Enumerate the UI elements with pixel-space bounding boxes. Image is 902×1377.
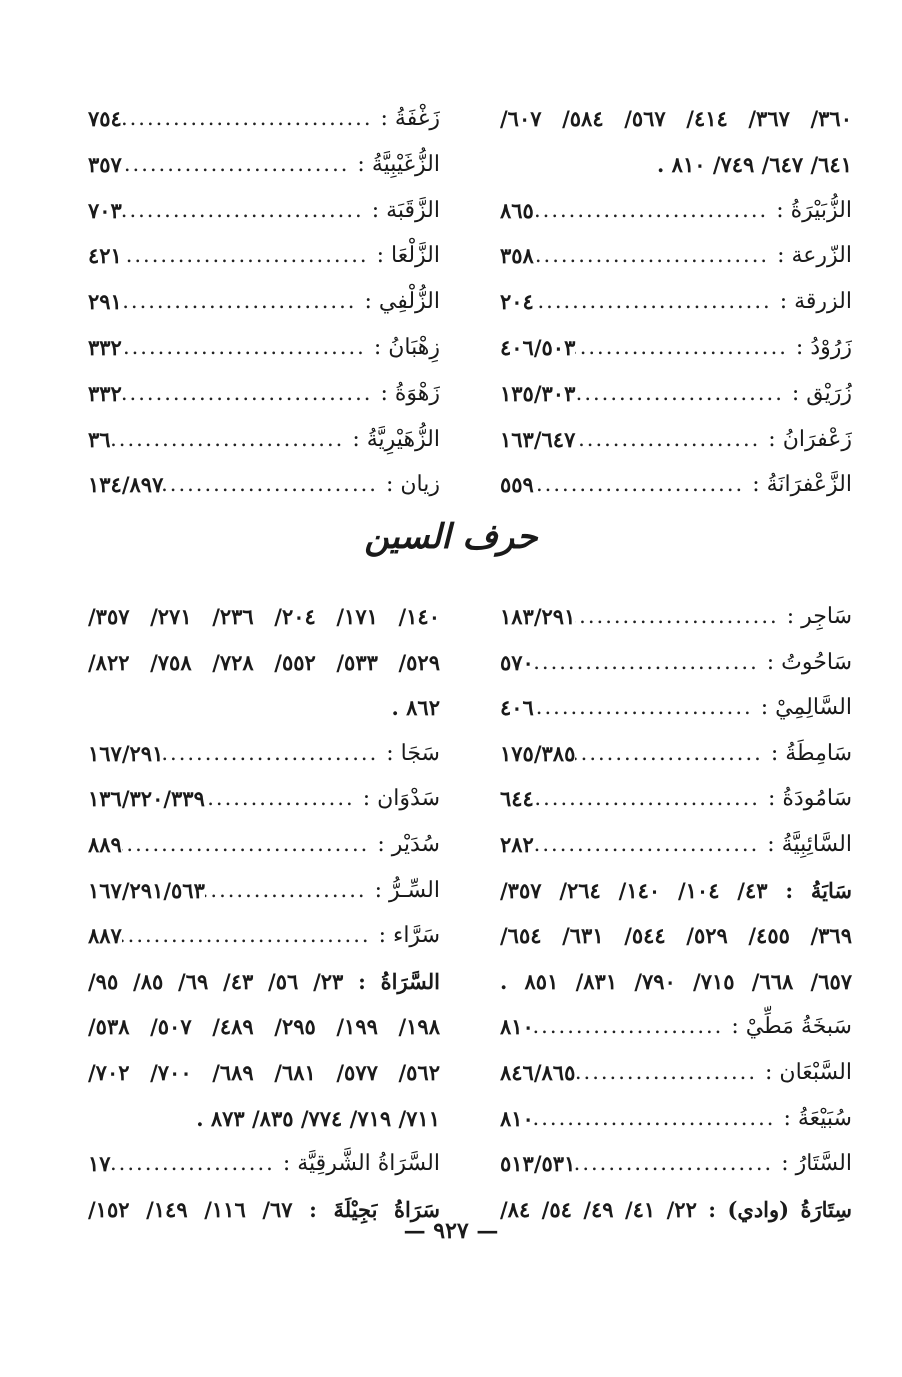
entry-name: السِّـرُّ : [374, 877, 440, 903]
entry-name: الزُّلْفِي : [364, 289, 440, 315]
entry-name: سَبخَةُ مَطِّيْ : [731, 1014, 852, 1040]
dot-leader [575, 1141, 781, 1187]
entry-page-refs: ٢٩١ [88, 289, 122, 315]
index-entry [500, 1004, 852, 1050]
entry-page-refs: ١٦٣/٦٤٧ [500, 426, 576, 452]
entry-name: سُدَيْر : [377, 831, 440, 857]
entry-continuation [88, 1050, 440, 1096]
sin-right-column [500, 594, 852, 1232]
entry-page-refs: ١٧ [88, 1151, 111, 1177]
index-entry [500, 776, 852, 822]
index-entry [500, 417, 852, 463]
index-entry [88, 142, 440, 188]
index-entry [500, 233, 852, 279]
entry-continuation [88, 1004, 440, 1050]
entry-name: الزّرعة : [777, 243, 852, 269]
dot-leader [122, 233, 377, 279]
index-entry [88, 371, 440, 417]
continuation-text: سَرَاةُ بَجِيْلَةَ : ٦٧/ ١١٦/ ١٤٩/ ١٥٢/ [88, 1196, 440, 1222]
entry-continuation [88, 959, 440, 1005]
dot-leader [122, 96, 381, 142]
page-number: — ٩٢٧ — [403, 1218, 499, 1244]
entry-page-refs: ٧٠٣ [88, 197, 122, 223]
entry-name: زِهْبَانُ : [373, 334, 440, 360]
entry-page-refs: ٤٠٦ [500, 695, 534, 721]
entry-name: الزرقة : [779, 289, 852, 315]
top-right-column [500, 96, 852, 508]
dot-leader [575, 325, 796, 371]
index-entry [88, 279, 440, 325]
dot-leader [111, 417, 353, 463]
entry-name: سَجَا : [386, 740, 440, 766]
index-entry [88, 776, 440, 822]
index-entry [500, 685, 852, 731]
entry-continuation [88, 594, 440, 640]
continuation-text: ٣٦٠/ ٣٦٧/ ٤١٤/ ٥٦٧/ ٥٨٤/ ٦٠٧/ [500, 106, 852, 131]
entry-name: الزُّهَيْرِيَّةُ : [352, 426, 440, 452]
entry-continuation [500, 913, 852, 959]
entry-name: الزَّعْفرَانَةُ : [752, 472, 852, 498]
entry-page-refs: ٨٨٧ [88, 923, 122, 949]
dot-leader [205, 868, 375, 914]
continuation-text: السَّرَاةُ : ٢٣/ ٥٦/ ٤٣/ ٦٩/ ٨٥/ ٩٥/ [88, 968, 440, 994]
dot-leader [534, 233, 777, 279]
entry-name: الزُّغَيْبِيَّةُ : [357, 151, 440, 177]
continuation-text: ٥٦٢/ ٥٧٧/ ٦٨١/ ٦٨٩/ ٧٠٠/ ٧٠٢/ [88, 1059, 440, 1085]
entry-page-refs: ١٣٥/٣٠٣ [500, 380, 576, 406]
dot-leader [163, 462, 386, 508]
continuation-text: ١٩٨/ ١٩٩/ ٢٩٥/ ٤٨٩/ ٥٠٧/ ٥٣٨/ [88, 1014, 440, 1040]
entry-name: سَامِطَةُ : [770, 740, 852, 766]
dot-leader [122, 325, 374, 371]
entry-page-refs: ٥١٣/٥٣١ [500, 1151, 576, 1177]
continuation-text: ٦٤١/ ٦٤٧/ ٧٤٩/ ٨١٠ . [657, 151, 852, 177]
index-entry [500, 731, 852, 777]
dot-leader [122, 188, 372, 234]
entry-name: زَهْوَةُ : [380, 380, 440, 406]
top-left-column [88, 96, 440, 508]
entry-page-refs: ٥٧٠ [500, 649, 534, 675]
continuation-text: ٧١١/ ٧١٩/ ٧٧٤/ ٨٣٥/ ٨٧٣ . [196, 1105, 440, 1131]
entry-continuation [500, 959, 852, 1005]
entry-page-refs: ٦٤٤ [500, 786, 534, 812]
entry-page-refs: ٨١٠ [500, 1105, 534, 1131]
index-entry [500, 325, 852, 371]
dot-leader [122, 822, 378, 868]
index-entry [500, 640, 852, 686]
entry-page-refs: ٨٦٥ [500, 197, 534, 223]
entry-name: زَرُوْدُ : [795, 334, 852, 360]
entry-page-refs: ١٣٦/٣٢٠/٣٣٩ [88, 786, 205, 812]
index-entry [88, 96, 440, 142]
entry-page-refs: ١٦٧/٢٩١ [88, 740, 164, 766]
entry-continuation [88, 640, 440, 686]
dot-leader [575, 594, 786, 640]
index-entry [88, 913, 440, 959]
entry-page-refs: ٧٥٤ [88, 106, 122, 131]
entry-name: زَعْفرَانُ : [768, 426, 852, 452]
entry-name: السَّالِمِيْ : [760, 695, 852, 721]
dot-leader [163, 731, 386, 777]
index-entry [88, 417, 440, 463]
dot-leader [534, 279, 780, 325]
dot-leader [575, 417, 768, 463]
continuation-text: ٨٦٢ . [391, 695, 440, 721]
continuation-text: ١٤٠/ ١٧١/ ٢٠٤/ ٢٣٦/ ٢٧١/ ٣٥٧/ [88, 604, 440, 629]
entry-page-refs: ٨٨٩ [88, 831, 122, 857]
entry-continuation [88, 1096, 440, 1142]
entry-name: سَامُودَةُ : [767, 786, 852, 812]
entry-page-refs: ٨١٠ [500, 1014, 534, 1040]
entry-page-refs: ٢٠٤ [500, 289, 534, 315]
continuation-text: ٦٥٧/ ٦٦٨/ ٧١٥/ ٧٩٠/ ٨٣١/ ٨٥١ . [500, 968, 852, 994]
entry-name: سُبَيْعَةُ : [783, 1105, 852, 1131]
entry-name: سَدْوَان : [362, 786, 440, 812]
section-heading: حرف السين [364, 517, 538, 557]
index-entry [88, 868, 440, 914]
entry-name: سَاحُوتُ : [766, 649, 852, 675]
entry-name: السَّائِبِيَّةُ : [767, 831, 852, 857]
entry-page-refs: ٥٥٩ [500, 472, 534, 498]
continuation-text: سَايَةُ : ٤٣/ ١٠٤/ ١٤٠/ ٢٦٤/ ٣٥٧/ [500, 877, 852, 903]
index-entry [500, 1096, 852, 1142]
entry-name: سَاجِر : [786, 604, 852, 629]
dot-leader [534, 188, 776, 234]
index-entry [500, 594, 852, 640]
dot-leader [534, 1096, 784, 1142]
entry-page-refs: ٣٥٧ [88, 151, 122, 177]
index-entry [88, 325, 440, 371]
continuation-text: ٥٢٩/ ٥٣٣/ ٥٥٢/ ٧٢٨/ ٧٥٨/ ٨٢٢/ [88, 649, 440, 675]
index-entry [500, 822, 852, 868]
dot-leader [205, 776, 363, 822]
entry-page-refs: ١٦٧/٢٩١/٥٦٣ [88, 877, 205, 903]
continuation-text: ٣٦٩/ ٤٥٥/ ٥٢٩/ ٥٤٤/ ٦٣١/ ٦٥٤/ [500, 923, 852, 949]
entry-page-refs: ٢٨٢ [500, 831, 534, 857]
sin-left-column [88, 594, 440, 1232]
dot-leader [534, 1004, 732, 1050]
dot-leader [122, 279, 365, 325]
entry-page-refs: ١٣٤/٨٩٧ [88, 472, 164, 498]
entry-name: الزَّلْعَا : [376, 243, 440, 269]
index-entry [500, 371, 852, 417]
entry-page-refs: ٣٣٢ [88, 334, 122, 360]
dot-leader [111, 1141, 283, 1187]
dot-leader [534, 822, 767, 868]
entry-page-refs: ٣٦ [88, 426, 111, 452]
index-entry [88, 188, 440, 234]
index-entry [88, 822, 440, 868]
dot-leader [534, 462, 752, 508]
dot-leader [534, 685, 761, 731]
continuation-text: سِتَارَةُ (وادي) : ٢٢/ ٤١/ ٤٩/ ٥٤/ ٨٤/ [500, 1196, 852, 1222]
index-entry [88, 233, 440, 279]
dot-leader [122, 142, 358, 188]
entry-page-refs: ٤٠٦/٥٠٣ [500, 334, 576, 360]
entry-page-refs: ٨٤٦/٨٦٥ [500, 1059, 576, 1085]
dot-leader [575, 371, 792, 417]
index-entry [500, 279, 852, 325]
dot-leader [575, 1050, 765, 1096]
entry-continuation [500, 142, 852, 188]
dot-leader [534, 640, 767, 686]
entry-name: الزُّبَيْرَةُ : [776, 197, 852, 223]
entry-name: الزَّقَبَة : [371, 197, 440, 223]
entry-page-refs: ١٨٣/٢٩١ [500, 604, 576, 629]
entry-name: زَغْفَةُ : [380, 106, 440, 131]
entry-continuation [500, 96, 852, 142]
dot-leader [534, 776, 768, 822]
dot-leader [122, 913, 379, 959]
entry-name: سَرَّاء : [378, 923, 440, 949]
index-entry [88, 462, 440, 508]
entry-name: السَّتَارُ : [781, 1151, 852, 1177]
dot-leader [122, 371, 381, 417]
entry-page-refs: ٣٣٢ [88, 380, 122, 406]
index-entry [88, 1141, 440, 1187]
entry-page-refs: ٣٥٨ [500, 243, 534, 269]
entry-name: السَّرَاةُ الشَّرقِيَّة : [282, 1151, 440, 1177]
entry-continuation [500, 868, 852, 914]
index-entry [500, 188, 852, 234]
index-entry [500, 1050, 852, 1096]
dot-leader [575, 731, 770, 777]
entry-name: زُرَيْق : [791, 380, 852, 406]
index-entry [500, 462, 852, 508]
entry-page-refs: ٤٢١ [88, 243, 122, 269]
entry-continuation [88, 685, 440, 731]
entry-page-refs: ١٧٥/٣٨٥ [500, 740, 576, 766]
entry-name: زيان : [385, 472, 440, 498]
index-entry [88, 731, 440, 777]
index-entry [500, 1141, 852, 1187]
entry-name: السَّبْعَان : [765, 1059, 852, 1085]
